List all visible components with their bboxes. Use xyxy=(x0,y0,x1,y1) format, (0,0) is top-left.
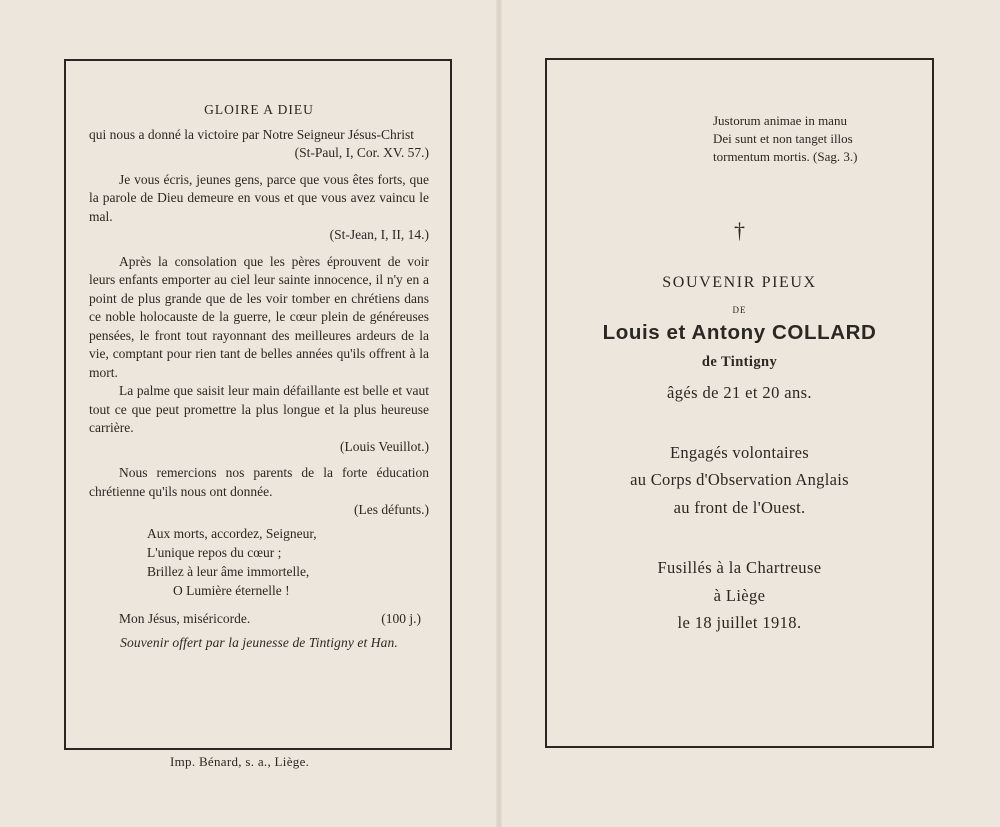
death-line: Fusillés à la Chartreuse xyxy=(657,558,822,577)
left-heading: GLOIRE A DIEU xyxy=(204,102,314,117)
prayer-indulgence-line xyxy=(89,610,429,629)
ref-paul: (St-Paul, I, Cor. XV. 57.) xyxy=(294,145,429,160)
deceased-names: Louis et Antony COLLARD xyxy=(602,321,877,344)
ref-defunts: (Les défunts.) xyxy=(354,502,429,517)
souvenir-title: SOUVENIR PIEUX xyxy=(662,274,817,291)
poem-line: Brillez à leur âme immortelle, xyxy=(147,563,310,579)
prayer-poem xyxy=(147,524,429,600)
left-panel-frame xyxy=(64,59,452,750)
ref-john: (St-Jean, I, II, 14.) xyxy=(329,227,429,242)
de-label: DE xyxy=(732,305,747,315)
epigraph-line: tormentum mortis. (Sag. 3.) xyxy=(713,149,858,164)
poem-line: O Lumière éternelle ! xyxy=(173,582,290,598)
latin-epigraph xyxy=(713,112,857,166)
card-fold xyxy=(496,0,502,827)
printer-imprint: Imp. Bénard, s. a., Liège. xyxy=(170,754,310,769)
thanks-paragraph: Nous remercions nos parents de la forte éducation chrétienne qu'ils nous ont donnée. xyxy=(89,465,429,499)
prayer-text: Mon Jésus, miséricorde. xyxy=(119,610,251,626)
epigraph-line: Dei sunt et non tanget illos xyxy=(713,131,853,146)
service-line: au Corps d'Observation Anglais xyxy=(630,470,849,489)
scripture-paul: qui nous a donné la victoire par Notre Seigneur Jésus-Christ xyxy=(89,126,415,142)
veuillot-paragraph-1: Après la consolation que les pères éprouvent de voir leurs enfants emporter au ciel leur sainte innocence, il n'y en a point de plus grande que de les voir tomber en chrétiens dans ce noble holocauste de la guerre, le cœur plein de généreuses pensées, le front tout rayonnant des meilleures ardeurs de la vie, comptant pour rien tant de belles années qu'ils offrent à la mort. xyxy=(89,253,429,380)
death-line: à Liège xyxy=(713,586,766,605)
left-panel-text xyxy=(89,101,429,653)
veuillot-paragraph-2: La palme que saisit leur main défaillante est belle et vaut tout ce que peut promettre la plus longue et la plus heureuse carrière. xyxy=(89,383,429,435)
hometown: de Tintigny xyxy=(701,354,778,370)
death-line: le 18 juillet 1918. xyxy=(677,613,802,632)
poem-line: L'unique repos du cœur ; xyxy=(147,544,282,560)
service-line: Engagés volontaires xyxy=(669,443,810,462)
right-panel-frame xyxy=(545,58,934,748)
indulgence-text: (100 j.) xyxy=(381,610,421,626)
poem-line: Aux morts, accordez, Seigneur, xyxy=(147,525,317,541)
scripture-john: Je vous écris, jeunes gens, parce que vous êtes forts, que la parole de Dieu demeure en vous et que vous avez vaincu le mal. xyxy=(89,171,429,224)
ref-veuillot: (Louis Veuillot.) xyxy=(340,438,429,454)
offered-by-line: Souvenir offert par la jeunesse de Tintigny et Han. xyxy=(120,635,398,650)
epigraph-line: Justorum animae in manu xyxy=(713,113,847,128)
ages-line: âgés de 21 et 20 ans. xyxy=(667,383,812,402)
cross-icon: † xyxy=(734,218,745,243)
service-line: au front de l'Ouest. xyxy=(673,498,806,517)
